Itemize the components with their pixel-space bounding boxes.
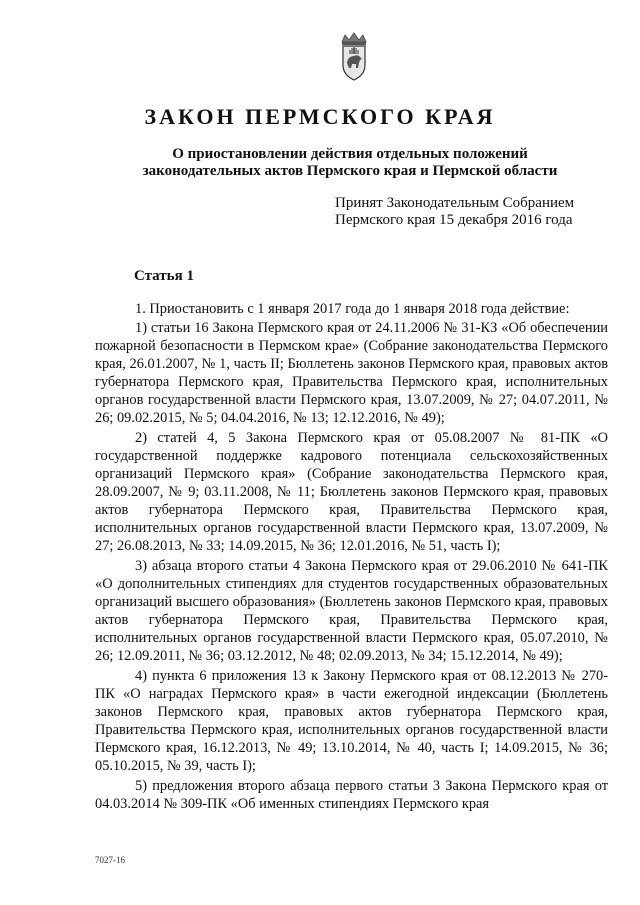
coat-of-arms-icon bbox=[334, 32, 374, 82]
law-title: ЗАКОН ПЕРМСКОГО КРАЯ bbox=[144, 104, 496, 129]
adoption-note-line-2: Пермского края 15 декабря 2016 года bbox=[335, 212, 573, 228]
article-item-4: 4) пункта 6 приложения 13 к Закону Пермского края от 08.12.2013 № 270-ПК «О наградах Пермского края» в части ежегодной индексации (Бюллетень законов Пермского края, правовых актов губернатора Пермского края, Правительства Пермского края, исполнительных органов государственной власти Пермского края, 16.12.2013, № 49; 13.10.2014, № 40, часть I; 14.09.2015, № 36; 05.10.2015, № 39, часть I); bbox=[95, 668, 608, 774]
article-item-1: 1) статьи 16 Закона Пермского края от 24.11.2006 № 31-КЗ «Об обеспечении пожарной безопасности в Пермском крае» (Собрание законодательства Пермского края, 26.01.2007, № 1, часть II; Бюллетень законов Пермского края, правовых актов губернатора Пермского края, Правительства Пермского края, исполнительных органов государственной власти Пермского края, 13.07.2009, № 27; 04.07.2011, № 26; 09.02.2015, № 5; 04.04.2016, № 13; 12.12.2016, № 49); bbox=[95, 320, 608, 426]
adoption-note bbox=[335, 195, 574, 229]
law-subtitle: О приостановлении действия отдельных положений законодательных актов Пермского края и Пермской области bbox=[142, 146, 558, 179]
article-item-3: 3) абзаца второго статьи 4 Закона Пермского края от 29.06.2010 № 641-ПК «О дополнительных стипендиях для студентов государственных образовательных организаций высшего образования» (Бюллетень законов Пермского края, правовых актов губернатора Пермского края, Правительства Пермского края, исполнительных органов государственной власти Пермского края, 05.07.2010, № 26; 12.09.2011, № 36; 03.12.2012, № 48; 02.09.2013, № 34; 15.12.2014, № 49); bbox=[95, 558, 608, 664]
article-item-5: 5) предложения второго абзаца первого статьи 3 Закона Пермского края от 04.03.2014 № 309-ПК «Об именных стипендиях Пермского края bbox=[95, 778, 608, 812]
article-body bbox=[95, 300, 608, 815]
article-lead-paragraph: 1. Приостановить с 1 января 2017 года до 1 января 2018 года действие: bbox=[135, 301, 570, 317]
article-item-2: 2) статей 4, 5 Закона Пермского края от 05.08.2007 № 81-ПК «О государственной поддержке кадрового потенциала сельскохозяйственных организаций Пермского края» (Собрание законодательства Пермского края, 28.09.2007, № 9; 03.11.2008, № 11; Бюллетень законов Пермского края, правовых актов губернатора Пермского края, Правительства Пермского края, исполнительных органов государственной власти Пермского края, 13.07.2009, № 27; 26.08.2013, № 33; 14.09.2015, № 36; 12.01.2016, № 51, часть I); bbox=[95, 430, 608, 554]
article-heading: Статья 1 bbox=[134, 268, 194, 284]
document-code: 7027-16 bbox=[95, 855, 125, 865]
adoption-note-line-1: Принят Законодательным Собранием bbox=[335, 195, 575, 211]
